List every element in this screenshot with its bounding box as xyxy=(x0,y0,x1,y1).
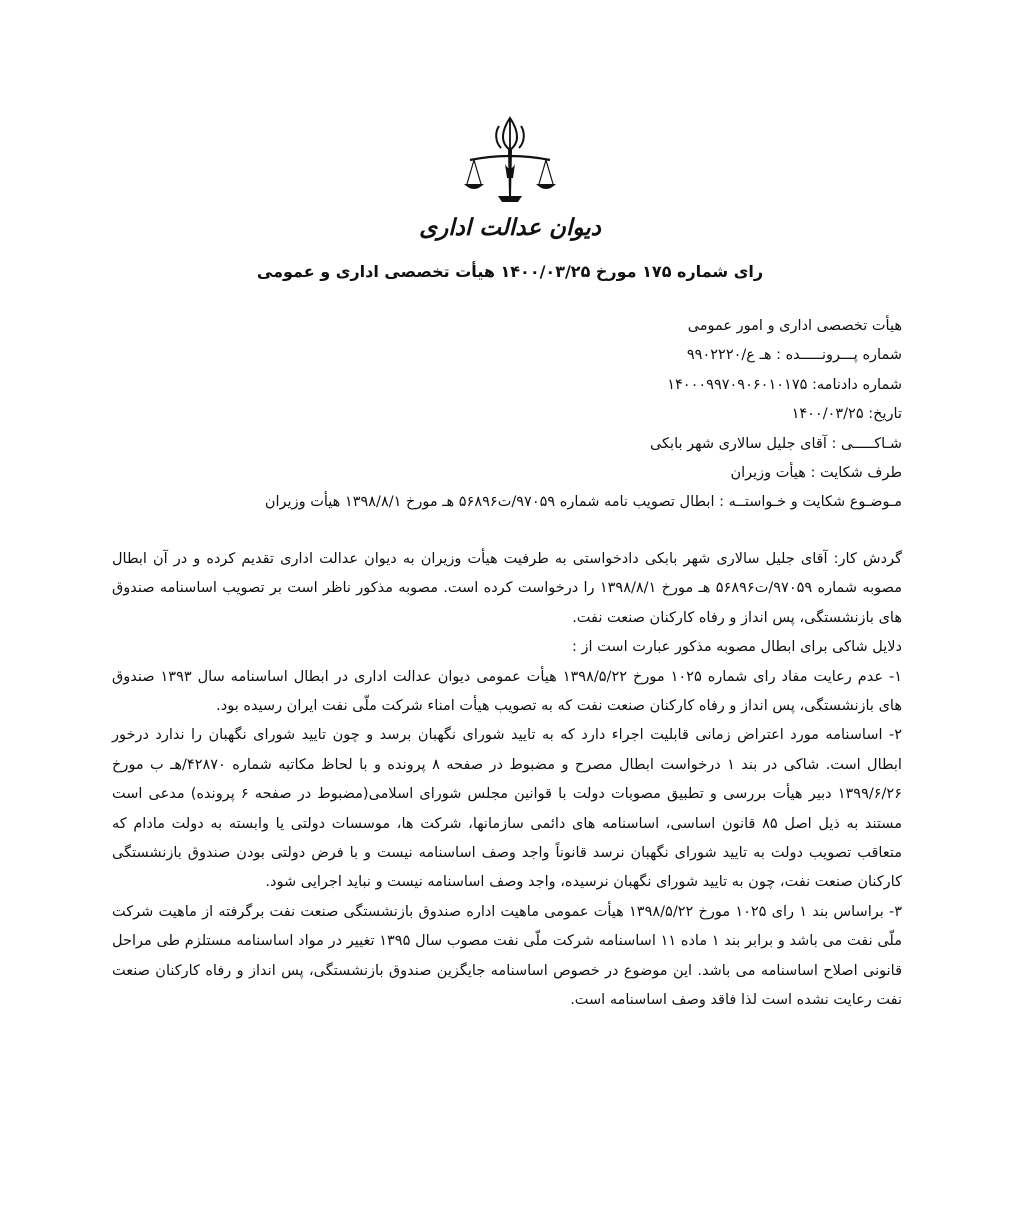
reason-3-paragraph: ۳- براساس بند ۱ رای ۱۰۲۵ مورخ ۱۳۹۸/۵/۲۲ هیأت عمومی ماهیت اداره صندوق بازنشستگی صنعت نفت برگرفته از ماهیت شرکت ملّی نفت می باشد و برابر بند ۱ ماده ۱۱ اساسنامه شرکت ملّی نفت مصوب سال ۱۳۹۵ تغییر در مواد اساسنامه مستلزم طی مراحل قانونی اصلاح اساسنامه می باشد. این موضوع در خصوص اساسنامه جایگزین صندوق بازنشستگی، پس انداز و رفاه کارکنان صنعت نفت رعایت نشده است لذا فاقد وصف اساسنامه است. xyxy=(112,903,902,1009)
reason-2-paragraph: ۲- اساسنامه مورد اعتراض زمانی قابلیت اجراء دارد که به تایید شورای نگهبان برسد و چون تایید شورای نگهبان را ندارد درخور ابطال است. شاکی در بند ۱ درخواست ابطال مصرح و مضبوط در صفحه ۸ پرونده و با لحاظ مکاتبه شماره ۴۲۸۷۰/هـ ب مورخ ۱۳۹۹/۶/۲۶ دبیر هیأت بررسی و تطبیق مصوبات دولت با قوانین مجلس شورای اسلامی(مضبوط در صفحه ۶ پرونده) مدعی است مستند به ذیل اصل ۸۵ قانون اساسی، اساسنامه های دائمی سازمانها، شرکت ها، موسسات دولتی یا وابسته به دولت مادام که متعاقب تصویب دولت به تایید شورای نگهبان نرسد قانوناً واجد وصف اساسنامه نیست و با فرض دولتی بودن صندوق بازنشستگی کارکنان صنعت نفت، چون به تایید شورای نگهبان نرسیده، واجد وصف اساسنامه نیست و نباید اجرایی شود. xyxy=(112,727,902,891)
case-number: شماره پـــرونـــــده : هـ ع/۹۹۰۲۲۲۰ xyxy=(686,347,902,364)
case-info-block xyxy=(118,312,902,518)
court-name: دیوان عدالت اداری xyxy=(419,214,601,241)
complaint-subject: مـوضـوع شکایت و خـواستــه : ابطال تصویب نامه شماره ۹۷۰۵۹/ت۵۶۸۹۶ هـ مورخ ۱۳۹۸/۸/۱ هیأت وزیران xyxy=(264,494,902,511)
reasons-intro-paragraph: دلایل شاکی برای ابطال مصوبه مذکور عبارت است از : xyxy=(572,639,902,656)
ruling-date: تاریخ: ۱۴۰۰/۰۳/۲۵ xyxy=(791,406,902,423)
case-history-paragraph: گردش کار: آقای جلیل سالاری شهر بابکی دادخواستی به طرفیت هیأت وزیران به دیوان عدالت اداری تقدیم کرده و در آن ابطال مصوبه شماره ۹۷۰۵۹/ت۵۶۸۹۶ هـ مورخ ۱۳۹۸/۸/۱ را درخواست کرده است. مصوبه مذکور ناظر است بر تصویب اساسنامه صندوق های بازنشستگی، پس انداز و رفاه کارکنان صنعت نفت. xyxy=(112,551,902,626)
board-name: هیأت تخصصی اداری و امور عمومی xyxy=(687,318,902,334)
complainant: شـاکـــــی : آقای جلیل سالاری شهر بابکی xyxy=(649,435,902,452)
ruling-body xyxy=(112,545,902,1016)
verdict-number: شماره دادنامه: ۱۴۰۰۰۹۹۷۰۹۰۶۰۱۰۱۷۵ xyxy=(667,376,902,393)
respondent: طرف شکایت : هیأت وزیران xyxy=(730,464,902,481)
iran-emblem-scales-icon xyxy=(462,112,558,212)
reason-1-paragraph: ۱- عدم رعایت مفاد رای شماره ۱۰۲۵ مورخ ۱۳۹۸/۵/۲۲ هیأت عمومی دیوان عدالت اداری در ابطال اساسنامه سال ۱۳۹۳ صندوق های بازنشستگی، پس انداز و رفاه کارکنان صنعت نفت که به تصویب هیأت امناء شرکت ملّی نفت ایران رسیده بود. xyxy=(112,668,902,715)
ruling-title: رای شماره ۱۷۵ مورخ ۱۴۰۰/۰۳/۲۵ هیأت تخصصی اداری و عمومی xyxy=(256,262,764,281)
letterhead xyxy=(0,112,1020,241)
